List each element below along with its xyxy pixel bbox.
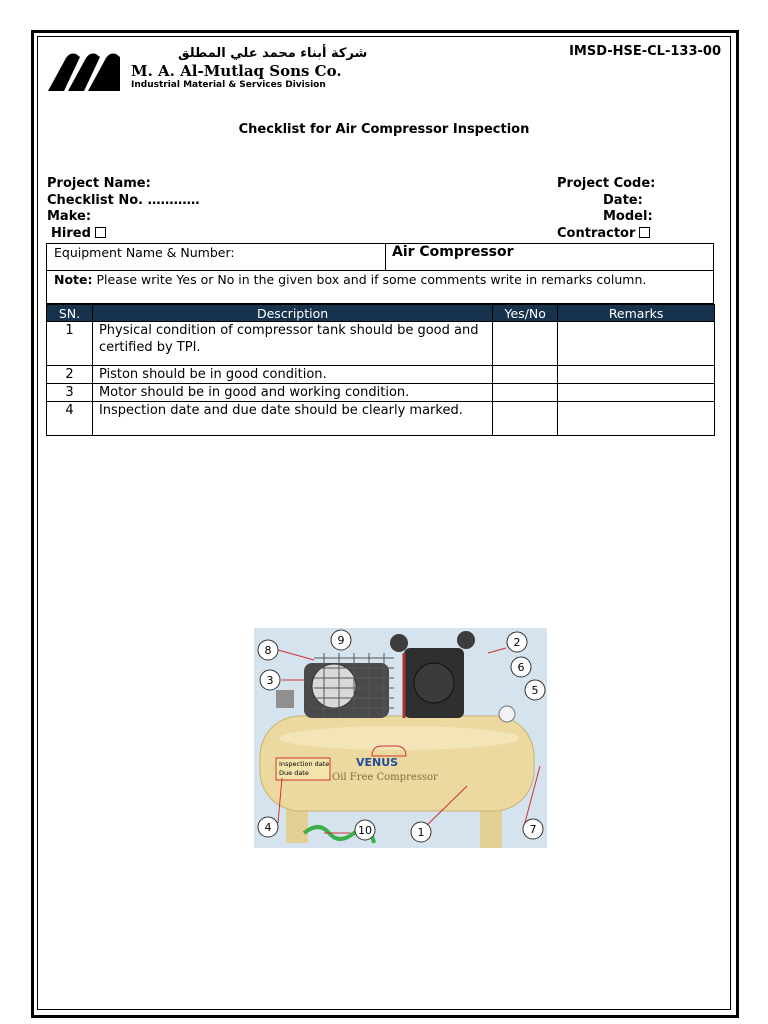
note-label: Note:: [54, 272, 93, 287]
row-remarks-cell[interactable]: [558, 366, 715, 384]
callout-2: 2: [513, 636, 521, 649]
table-header-row: [47, 305, 715, 322]
table-row: [47, 402, 715, 436]
tag-due-date: Due date: [279, 769, 309, 777]
hired-label: Hired: [51, 226, 91, 241]
row-remarks-cell[interactable]: [558, 384, 715, 402]
table-row: [47, 384, 715, 402]
callout-5: 5: [531, 684, 539, 697]
contractor-label: Contractor: [557, 226, 636, 241]
callout-3: 3: [266, 674, 274, 687]
row-description: Inspection date and due date should be clearly marked.: [92, 402, 492, 436]
row-sn: 1: [47, 322, 93, 366]
checklist-table: [46, 304, 715, 436]
company-name: M. A. Al-Mutlaq Sons Co.: [131, 62, 342, 80]
date-label: Date:: [603, 193, 643, 208]
compressor-illustration: [254, 628, 547, 848]
logo-mark-icon: [48, 52, 128, 92]
company-logo: [48, 46, 368, 96]
header-remarks: Remarks: [558, 305, 715, 322]
table-row: [47, 366, 715, 384]
hired-field: [51, 226, 106, 241]
header-description: Description: [92, 305, 492, 322]
callout-7: 7: [529, 823, 537, 836]
hired-checkbox[interactable]: [95, 227, 106, 238]
row-description: Physical condition of compressor tank should be good and certified by TPI.: [92, 322, 492, 366]
project-name-label: Project Name:: [47, 176, 151, 191]
row-description: Motor should be in good and working condition.: [92, 384, 492, 402]
callout-9: 9: [337, 634, 345, 647]
equipment-label: Equipment Name & Number:: [54, 245, 235, 260]
project-code-label: Project Code:: [557, 176, 656, 191]
note-box: [46, 271, 714, 304]
make-label: Make:: [47, 209, 92, 224]
callout-6: 6: [517, 661, 525, 674]
row-sn: 3: [47, 384, 93, 402]
row-yes-no-cell[interactable]: [493, 384, 558, 402]
contractor-checkbox[interactable]: [639, 227, 650, 238]
company-name-arabic: شركة أبناء محمد علي المطلق: [178, 46, 368, 61]
table-row: [47, 322, 715, 366]
brand-venus: VENUS: [356, 756, 399, 769]
row-yes-no-cell[interactable]: [493, 402, 558, 436]
callout-4: 4: [264, 821, 272, 834]
tag-inspection-date: Inspection date: [279, 760, 330, 768]
callout-8: 8: [264, 644, 272, 657]
model-label: Model:: [603, 209, 653, 224]
company-division: Industrial Material & Services Division: [131, 80, 326, 90]
row-yes-no-cell[interactable]: [493, 322, 558, 366]
row-sn: 2: [47, 366, 93, 384]
callout-10: 10: [358, 824, 372, 837]
equipment-value: Air Compressor: [392, 244, 514, 260]
row-sn: 4: [47, 402, 93, 436]
document-code: IMSD-HSE-CL-133-00: [569, 44, 721, 59]
callout-1: 1: [417, 826, 425, 839]
brand-product-text: Oil Free Compressor: [332, 772, 438, 783]
equipment-divider: [385, 244, 386, 270]
contractor-field: [557, 226, 650, 241]
header-sn: SN.: [47, 305, 93, 322]
equipment-row: [46, 243, 714, 271]
header-yes-no: Yes/No: [493, 305, 558, 322]
checklist-no-label: Checklist No. …………: [47, 193, 200, 208]
row-remarks-cell[interactable]: [558, 402, 715, 436]
row-remarks-cell[interactable]: [558, 322, 715, 366]
document-title: Checklist for Air Compressor Inspection: [238, 122, 530, 137]
note-text: Please write Yes or No in the given box and if some comments write in remarks column.: [92, 272, 647, 287]
row-description: Piston should be in good condition.: [92, 366, 492, 384]
row-yes-no-cell[interactable]: [493, 366, 558, 384]
compressor-photo: [254, 628, 547, 848]
